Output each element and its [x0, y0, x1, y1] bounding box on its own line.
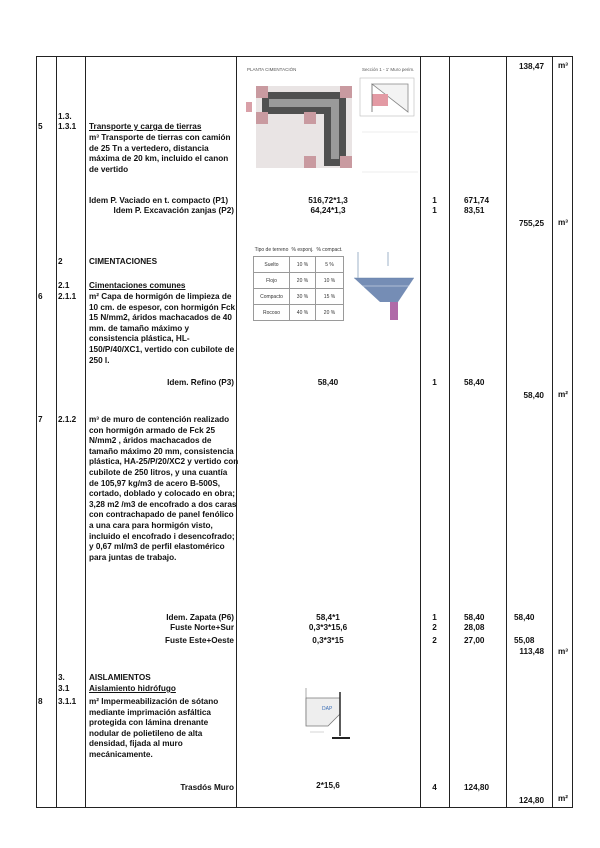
- item-description: [89, 133, 239, 175]
- grid-line: [56, 56, 57, 808]
- subchapter-code: 3.1: [58, 684, 70, 693]
- measure-label: Idem. Refino (P3): [167, 378, 234, 387]
- description-text: de muro de contención realizado con hormigón armado de Fck 25 N/mm2 , áridos machacados de tamaño máximo 20 mm, consistencia plástica, HA-25/P/20/XC2 y vertido con cubilote de 250 litros, y una cuantía de 105,97 kg/m3 de acero B-500S, cortado, doblado y colocado en obra; 3,28 m2 /m3 de encofrado a dos caras con contrachapado de panel fenólico a una cara para hormigón visto, incluido el encofrado i desencofrado; y 0,67 ml/m3 de perfil elastomérico para juntas de trabajo.: [89, 415, 239, 562]
- soil-cell: Suelto: [254, 257, 290, 273]
- measure-count: 4: [432, 783, 437, 792]
- measure-partial: 58,40: [464, 613, 485, 622]
- description-text: Transporte de tierras con camión de 25 Tn a vertedero, distancia máxima de 20 km, incluido el canon de vertido: [89, 133, 231, 174]
- chapter-code: 2: [58, 257, 63, 266]
- top-total: 138,47: [518, 62, 544, 71]
- soil-cell: Flojo: [254, 273, 290, 289]
- measure-formula: 0,3*3*15: [312, 636, 344, 645]
- chapter-code: 3.: [58, 673, 65, 682]
- measure-count: 2: [432, 636, 437, 645]
- unit-label: m²: [89, 697, 100, 706]
- item-number: 5: [38, 122, 43, 131]
- unit-label: m³: [89, 133, 100, 142]
- grid-line: [36, 56, 573, 57]
- soil-cell: Rocoso: [254, 305, 290, 321]
- soil-cell: 20 %: [316, 305, 344, 321]
- measure-partial: 671,74: [464, 196, 490, 205]
- grid-line: [552, 56, 553, 808]
- soil-cell: 10 %: [290, 257, 316, 273]
- measure-formula: 0,3*3*15,6: [308, 623, 348, 632]
- measure-count: 1: [432, 378, 437, 387]
- measure-label: Idem. Zapata (P6): [166, 613, 234, 622]
- item-total-unit: m³: [558, 218, 569, 227]
- item-description: [89, 292, 239, 366]
- chapter-title: AISLAMIENTOS: [89, 673, 151, 682]
- unit-label: m²: [89, 292, 100, 301]
- measure-label: Trasdós Muro: [180, 783, 234, 792]
- soil-header: Tipo de terreno: [254, 247, 289, 253]
- item-code: 2.1.1: [58, 292, 77, 301]
- measure-count: 1: [432, 206, 437, 215]
- drawing-label: DAP: [322, 706, 333, 712]
- measure-formula: 58,40: [317, 378, 339, 387]
- soil-header: % compact.: [316, 247, 343, 253]
- item-description: [89, 697, 239, 761]
- description-text: Impermeabilización de sótano mediante imprimación asfáltica protegida con lámina drenante nodular de polietileno de alta densidad, fijada al muro mecánicamente.: [89, 697, 219, 759]
- drawing-label-right: Sección 1 - 1' Muro perim.: [362, 67, 415, 72]
- measure-partial: 28,08: [464, 623, 485, 632]
- item-code: 3.1.1: [58, 697, 77, 706]
- soil-header: % esponj.: [291, 247, 314, 253]
- measure-count: 1: [432, 196, 437, 205]
- measure-formula: 58,4*1: [316, 613, 340, 622]
- measure-partial: 58,40: [464, 378, 485, 387]
- waterproofing-sketch: [300, 686, 356, 748]
- item-code-parent: 1.3.: [58, 112, 72, 121]
- grid-line: [572, 56, 573, 808]
- grid-line: [449, 56, 450, 808]
- measure-count: 2: [432, 623, 437, 632]
- chapter-title: CIMENTACIONES: [89, 257, 158, 266]
- item-title: Transporte y carga de tierras: [89, 122, 202, 131]
- measure-formula: 64,24*1,3: [310, 206, 346, 215]
- item-description: [89, 415, 239, 563]
- item-total-unit: m³: [558, 647, 569, 656]
- foundation-plan-drawing: [242, 62, 418, 190]
- top-total-unit: m³: [558, 61, 569, 70]
- soil-cell: 5 %: [316, 257, 344, 273]
- measure-partial: 27,00: [464, 636, 485, 645]
- item-total: 755,25: [518, 219, 544, 228]
- item-number: 6: [38, 292, 43, 301]
- description-text: Capa de hormigón de limpieza de 10 cm. de espesor, con hormigón Fck 15 N/mm2, áridos machacados de 40 mm. de tamaño máximo y consistencia plástica, HL-150/P/40/XC1, vertido con cubilote de 250 l.: [89, 292, 236, 365]
- soil-cell: 15 %: [316, 289, 344, 305]
- measure-label: Fuste Norte+Sur: [170, 623, 234, 632]
- measure-count: 1: [432, 613, 437, 622]
- drawing-label-left: PLANTA CIMENTACIÓN: [247, 67, 297, 72]
- grid-line: [36, 807, 573, 808]
- subchapter-title: Aislamiento hidrófugo: [89, 684, 176, 693]
- measure-subtotal: 55,08: [514, 636, 535, 645]
- item-total: 113,48: [519, 647, 544, 656]
- item-total-unit: m²: [558, 794, 569, 803]
- item-total: 124,80: [518, 796, 544, 805]
- measure-formula: 516,72*1,3: [308, 196, 348, 205]
- subchapter-title: Cimentaciones comunes: [89, 281, 186, 290]
- excavation-sketch: [350, 252, 416, 324]
- grid-line: [36, 56, 37, 808]
- grid-line: [506, 56, 507, 808]
- item-total-unit: m²: [558, 390, 569, 399]
- item-total: 58,40: [523, 391, 544, 400]
- measure-label: Fuste Este+Oeste: [165, 636, 234, 645]
- measure-label: Idem P. Excavación zanjas (P2): [113, 206, 234, 215]
- item-code: 1.3.1: [58, 122, 77, 131]
- item-number: 7: [38, 415, 43, 424]
- soil-cell: 10 %: [316, 273, 344, 289]
- subchapter-code: 2.1: [58, 281, 70, 290]
- measure-formula: 2*15,6: [316, 781, 340, 790]
- soil-cell: 40 %: [290, 305, 316, 321]
- measure-subtotal: 58,40: [514, 613, 535, 622]
- measure-partial: 83,51: [464, 206, 485, 215]
- measure-partial: 124,80: [464, 783, 490, 792]
- item-number: 8: [38, 697, 43, 706]
- measure-label: Idem P. Vaciado en t. compacto (P1): [89, 196, 229, 205]
- unit-label: m³: [89, 415, 100, 424]
- soil-cell: 20 %: [290, 273, 316, 289]
- soil-coefficients-table: [253, 247, 344, 321]
- soil-cell: Compacto: [254, 289, 290, 305]
- grid-line: [420, 56, 421, 808]
- grid-line: [85, 56, 86, 808]
- item-code: 2.1.2: [58, 415, 77, 424]
- soil-cell: 30 %: [290, 289, 316, 305]
